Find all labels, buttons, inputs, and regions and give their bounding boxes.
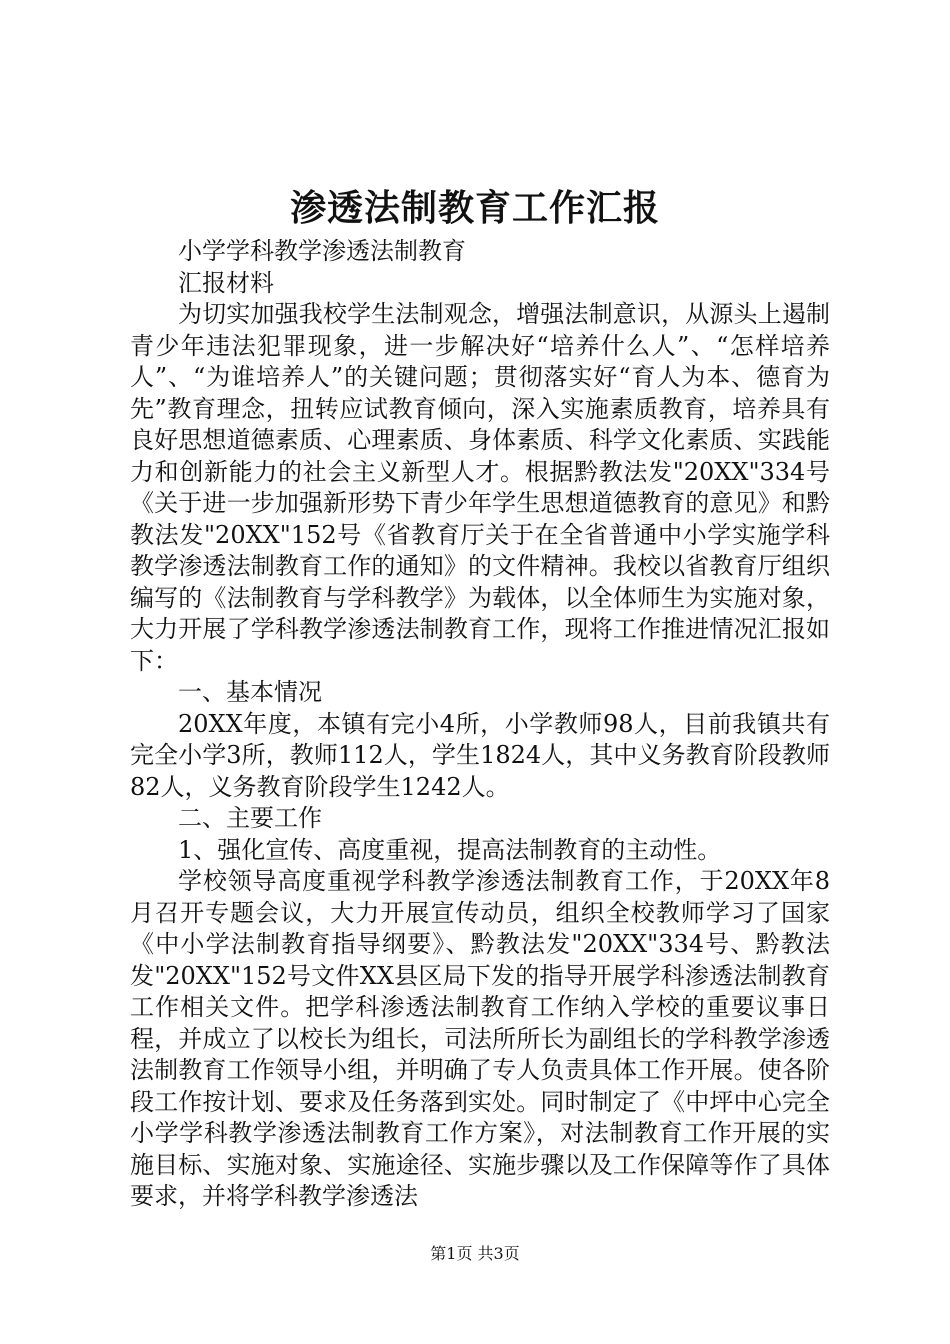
subtitle-line: 小学学科教学渗透法制教育	[178, 237, 466, 265]
subtitle-line: 汇报材料	[178, 268, 274, 297]
body-paragraph: 20XX年度，本镇有完小4所，小学教师98人，目前我镇共有完全小学3所，教师112人，学生1824人，其中义务教育阶段教师82人，义务教育阶段学生1242人。	[130, 709, 830, 801]
subsection-heading: 1、强化宣传、高度重视，提高法制教育的主动性。	[178, 835, 722, 864]
page-footer: 第1页 共3页	[430, 1244, 520, 1263]
document-body	[130, 236, 830, 1213]
body-paragraph: 学校领导高度重视学科教学渗透法制教育工作，于20XX年8月召开专题会议，大力开展宣传动员，组织全校教师学习了国家《中小学法制教育指导纲要》、黔教法发"20XX"334号、黔教法发"20XX"152号文件XX县区局下发的指导开展学科渗透法制教育工作相关文件。把学科渗透法制教育工作纳入学校的重要议事日程，并成立了以校长为组长，司法所所长为副组长的学科教学渗透法制教育工作领导小组，并明确了专人负责具体工作开展。使各阶段工作按计划、要求及任务落到实处。同时制定了《中坪中心完全小学学科教学渗透法制教育工作方案》，对法制教育工作开展的实施目标、实施对象、实施途径、实施步骤以及工作保障等作了具体要求，并将学科教学渗透法	[130, 867, 830, 1210]
section-heading: 二、主要工作	[178, 804, 322, 832]
body-paragraph: 为切实加强我校学生法制观念，增强法制意识，从源头上遏制青少年违法犯罪现象，进一步解决好“培养什么人”、“怎样培养人”、“为谁培养人”的关键问题；贯彻落实好“育人为本、德育为先”教育理念，扭转应试教育倾向，深入实施素质教育，培养具有良好思想道德素质、心理素质、身体素质、科学文化素质、实践能力和创新能力的社会主义新型人才。根据黔教法发"20XX"334号《关于进一步加强新形势下青少年学生思想道德教育的意见》和黔教法发"20XX"152号《省教育厅关于在全省普通中小学实施学科教学渗透法制教育工作的通知》的文件精神。我校以省教育厅组织编写的《法制教育与学科教学》为载体，以全体师生为实施对象，大力开展了学科教学渗透法制教育工作，现将工作推进情况汇报如下：	[130, 300, 830, 675]
section-heading: 一、基本情况	[178, 678, 322, 706]
document-title: 渗透法制教育工作汇报	[289, 187, 660, 229]
